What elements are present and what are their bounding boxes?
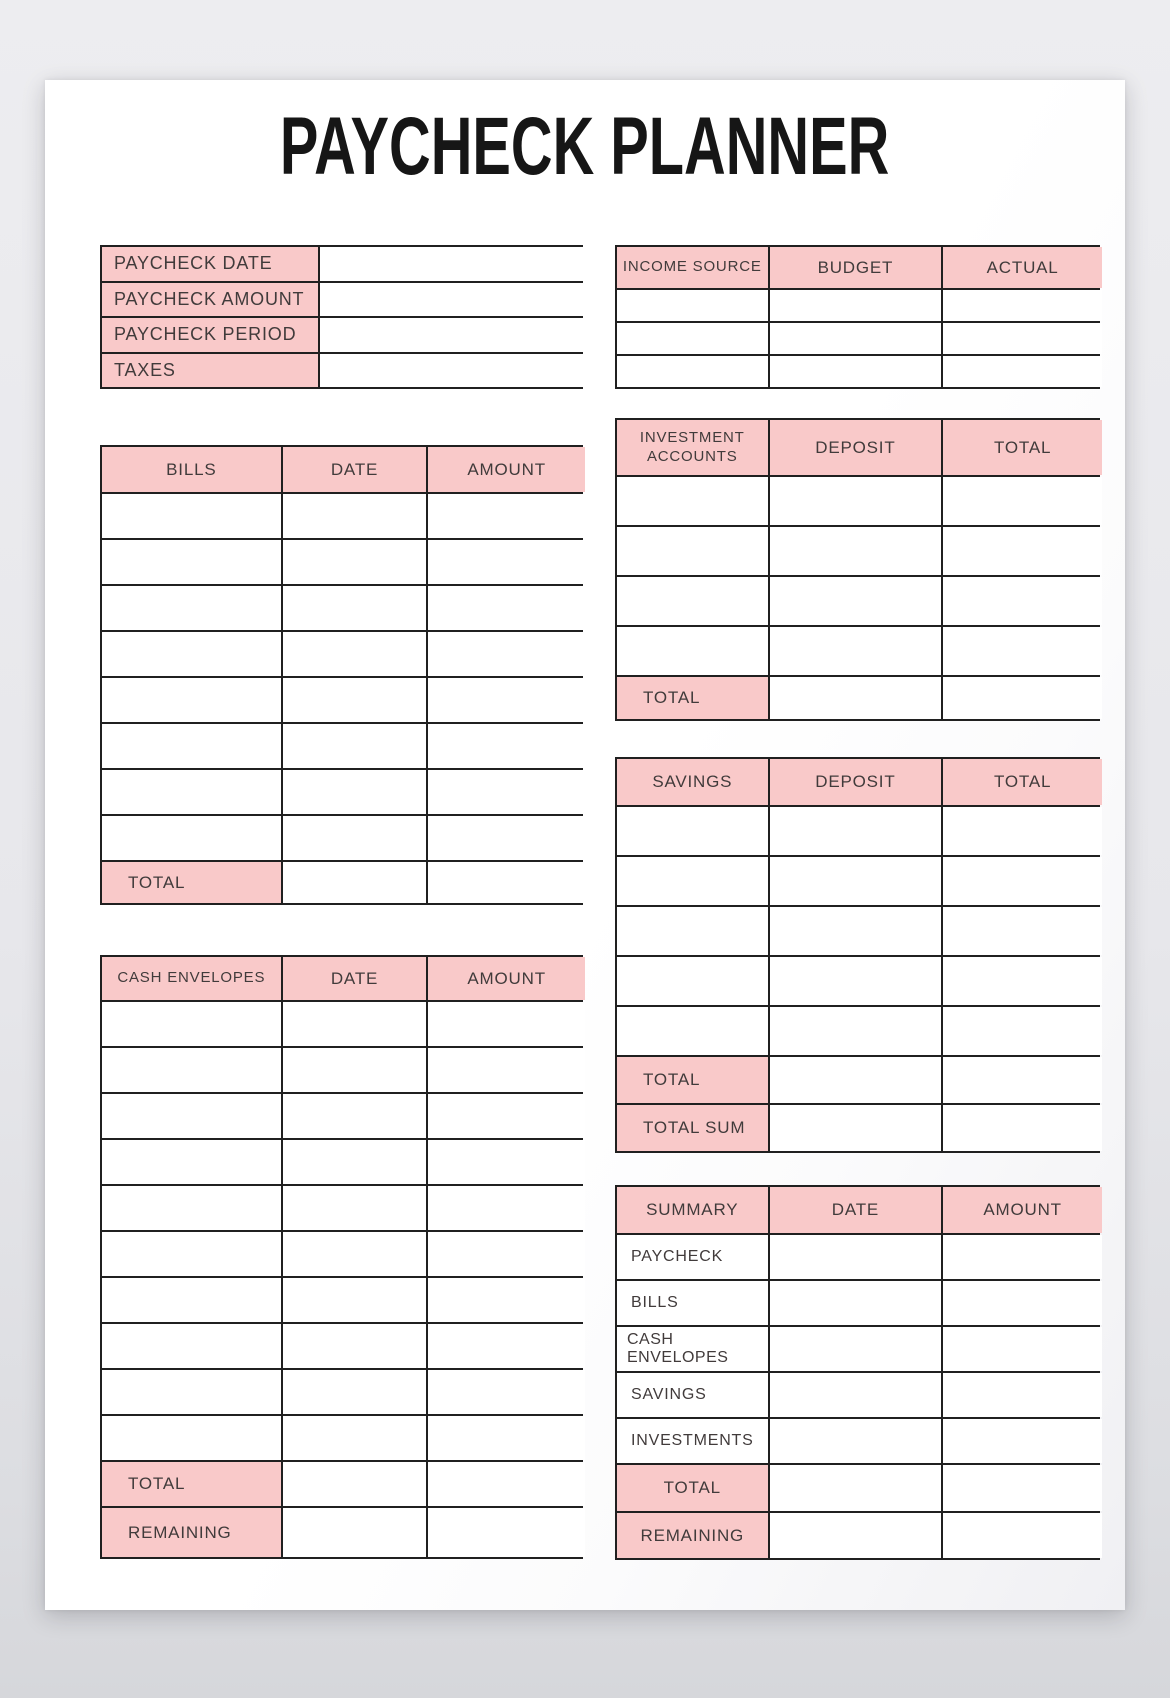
empty-cell[interactable] xyxy=(283,1416,427,1460)
empty-cell[interactable] xyxy=(283,1508,427,1557)
empty-cell[interactable] xyxy=(943,1281,1102,1325)
empty-cell[interactable] xyxy=(770,1281,942,1325)
empty-cell[interactable] xyxy=(283,862,427,903)
empty-cell[interactable] xyxy=(770,356,942,387)
empty-cell[interactable] xyxy=(770,807,942,855)
column-header: AMOUNT xyxy=(428,957,585,1000)
footer-label: TOTAL xyxy=(617,1057,768,1103)
info-row-label: PAYCHECK DATE xyxy=(102,247,318,281)
empty-cell[interactable] xyxy=(617,957,768,1005)
summary-row-label: SAVINGS xyxy=(617,1373,768,1417)
empty-cell[interactable] xyxy=(943,1007,1102,1055)
column-header: AMOUNT xyxy=(428,447,585,492)
empty-cell[interactable] xyxy=(428,678,585,722)
empty-cell[interactable] xyxy=(943,290,1102,321)
column-header: CASH ENVELOPES xyxy=(102,957,281,1000)
empty-cell[interactable] xyxy=(770,290,942,321)
empty-cell[interactable] xyxy=(428,586,585,630)
empty-cell[interactable] xyxy=(102,1094,281,1138)
empty-cell[interactable] xyxy=(770,1373,942,1417)
empty-cell[interactable] xyxy=(943,807,1102,855)
empty-cell[interactable] xyxy=(770,907,942,955)
empty-cell[interactable] xyxy=(943,577,1102,625)
cash-envelopes-table xyxy=(100,955,583,1559)
empty-cell[interactable] xyxy=(617,807,768,855)
empty-cell[interactable] xyxy=(770,857,942,905)
empty-cell[interactable] xyxy=(943,857,1102,905)
empty-cell[interactable] xyxy=(770,1105,942,1151)
empty-cell[interactable] xyxy=(283,1324,427,1368)
empty-cell[interactable] xyxy=(617,627,768,675)
empty-cell[interactable] xyxy=(428,632,585,676)
column-header: SAVINGS xyxy=(617,759,768,805)
empty-cell[interactable] xyxy=(943,323,1102,354)
empty-cell[interactable] xyxy=(617,290,768,321)
empty-cell[interactable] xyxy=(102,1186,281,1230)
column-header: ACTUAL xyxy=(943,247,1102,288)
empty-cell[interactable] xyxy=(770,957,942,1005)
empty-cell[interactable] xyxy=(428,1416,585,1460)
empty-cell[interactable] xyxy=(770,1007,942,1055)
empty-cell[interactable] xyxy=(428,1048,585,1092)
info-row-label: PAYCHECK AMOUNT xyxy=(102,283,318,317)
empty-cell[interactable] xyxy=(283,816,427,860)
empty-cell[interactable] xyxy=(943,1235,1102,1279)
column-header: DATE xyxy=(283,447,427,492)
info-row-label: TAXES xyxy=(102,354,318,388)
paycheck-info-table xyxy=(100,245,583,389)
empty-cell[interactable] xyxy=(428,1232,585,1276)
column-header: DATE xyxy=(283,957,427,1000)
empty-cell[interactable] xyxy=(283,1002,427,1046)
empty-cell[interactable] xyxy=(428,1186,585,1230)
empty-cell[interactable] xyxy=(770,1327,942,1371)
empty-cell[interactable] xyxy=(943,677,1102,719)
empty-cell[interactable] xyxy=(102,724,281,768)
empty-cell[interactable] xyxy=(283,1048,427,1092)
empty-cell[interactable] xyxy=(102,1416,281,1460)
empty-cell[interactable] xyxy=(283,1140,427,1184)
empty-cell[interactable] xyxy=(428,1462,585,1506)
empty-cell[interactable] xyxy=(943,907,1102,955)
empty-cell[interactable] xyxy=(428,1140,585,1184)
page-title: PAYCHECK PLANNER xyxy=(280,100,890,192)
empty-cell[interactable] xyxy=(428,816,585,860)
footer-label: REMAINING xyxy=(102,1508,281,1557)
empty-cell[interactable] xyxy=(102,1002,281,1046)
empty-cell[interactable] xyxy=(943,1057,1102,1103)
empty-cell[interactable] xyxy=(102,1278,281,1322)
empty-cell[interactable] xyxy=(102,1140,281,1184)
column-header: AMOUNT xyxy=(943,1187,1102,1233)
empty-cell[interactable] xyxy=(102,770,281,814)
empty-cell[interactable] xyxy=(102,1048,281,1092)
empty-cell[interactable] xyxy=(943,957,1102,1005)
info-value-cell[interactable] xyxy=(320,318,583,352)
footer-label: TOTAL xyxy=(617,677,768,719)
empty-cell[interactable] xyxy=(428,1370,585,1414)
empty-cell[interactable] xyxy=(617,356,768,387)
column-header: TOTAL xyxy=(943,420,1102,475)
planner-page xyxy=(45,80,1125,1610)
column-header: DEPOSIT xyxy=(770,420,942,475)
empty-cell[interactable] xyxy=(283,1370,427,1414)
empty-cell[interactable] xyxy=(428,540,585,584)
empty-cell[interactable] xyxy=(943,1327,1102,1371)
empty-cell[interactable] xyxy=(770,577,942,625)
empty-cell[interactable] xyxy=(283,770,427,814)
column-header: TOTAL xyxy=(943,759,1102,805)
empty-cell[interactable] xyxy=(283,540,427,584)
empty-cell[interactable] xyxy=(770,1513,942,1558)
empty-cell[interactable] xyxy=(102,540,281,584)
investment-accounts-table xyxy=(615,418,1100,721)
empty-cell[interactable] xyxy=(102,494,281,538)
empty-cell[interactable] xyxy=(943,1105,1102,1151)
empty-cell[interactable] xyxy=(283,1186,427,1230)
empty-cell[interactable] xyxy=(102,816,281,860)
empty-cell[interactable] xyxy=(770,477,942,525)
empty-cell[interactable] xyxy=(617,577,768,625)
empty-cell[interactable] xyxy=(283,1232,427,1276)
summary-row-label: CASH ENVELOPES xyxy=(617,1327,768,1371)
empty-cell[interactable] xyxy=(943,1373,1102,1417)
summary-row-label: BILLS xyxy=(617,1281,768,1325)
bills-table xyxy=(100,445,583,905)
empty-cell[interactable] xyxy=(102,1370,281,1414)
empty-cell[interactable] xyxy=(943,1419,1102,1463)
income-source-table xyxy=(615,245,1100,389)
empty-cell[interactable] xyxy=(617,477,768,525)
empty-cell[interactable] xyxy=(617,323,768,354)
empty-cell[interactable] xyxy=(770,1419,942,1463)
title-container xyxy=(45,100,1125,192)
footer-label: TOTAL xyxy=(102,862,281,903)
empty-cell[interactable] xyxy=(283,632,427,676)
footer-label: TOTAL xyxy=(102,1462,281,1506)
savings-table xyxy=(615,757,1100,1153)
empty-cell[interactable] xyxy=(283,586,427,630)
empty-cell[interactable] xyxy=(428,862,585,903)
empty-cell[interactable] xyxy=(428,724,585,768)
empty-cell[interactable] xyxy=(283,1462,427,1506)
column-header: BUDGET xyxy=(770,247,942,288)
empty-cell[interactable] xyxy=(428,1094,585,1138)
empty-cell[interactable] xyxy=(283,1278,427,1322)
empty-cell[interactable] xyxy=(102,586,281,630)
footer-label: TOTAL SUM xyxy=(617,1105,768,1151)
empty-cell[interactable] xyxy=(617,857,768,905)
column-header: SUMMARY xyxy=(617,1187,768,1233)
column-header: DEPOSIT xyxy=(770,759,942,805)
empty-cell[interactable] xyxy=(943,477,1102,525)
empty-cell[interactable] xyxy=(283,724,427,768)
empty-cell[interactable] xyxy=(617,527,768,575)
summary-row-label: PAYCHECK xyxy=(617,1235,768,1279)
column-header: DATE xyxy=(770,1187,942,1233)
empty-cell[interactable] xyxy=(943,527,1102,575)
empty-cell[interactable] xyxy=(428,494,585,538)
empty-cell[interactable] xyxy=(943,1513,1102,1558)
empty-cell[interactable] xyxy=(428,770,585,814)
empty-cell[interactable] xyxy=(283,1094,427,1138)
empty-cell[interactable] xyxy=(770,1057,942,1103)
empty-cell[interactable] xyxy=(770,323,942,354)
footer-label: REMAINING xyxy=(617,1513,768,1558)
empty-cell[interactable] xyxy=(102,1324,281,1368)
info-value-cell[interactable] xyxy=(320,354,583,388)
empty-cell[interactable] xyxy=(428,1324,585,1368)
column-header: INVESTMENT ACCOUNTS xyxy=(617,420,768,475)
empty-cell[interactable] xyxy=(770,1235,942,1279)
empty-cell[interactable] xyxy=(770,1465,942,1511)
empty-cell[interactable] xyxy=(770,527,942,575)
empty-cell[interactable] xyxy=(943,1465,1102,1511)
empty-cell[interactable] xyxy=(283,494,427,538)
empty-cell[interactable] xyxy=(770,627,942,675)
empty-cell[interactable] xyxy=(102,632,281,676)
info-value-cell[interactable] xyxy=(320,247,583,281)
empty-cell[interactable] xyxy=(102,1232,281,1276)
empty-cell[interactable] xyxy=(617,907,768,955)
empty-cell[interactable] xyxy=(102,678,281,722)
column-header: BILLS xyxy=(102,447,281,492)
empty-cell[interactable] xyxy=(428,1508,585,1557)
summary-row-label: INVESTMENTS xyxy=(617,1419,768,1463)
empty-cell[interactable] xyxy=(943,627,1102,675)
footer-label: TOTAL xyxy=(617,1465,768,1511)
empty-cell[interactable] xyxy=(428,1278,585,1322)
empty-cell[interactable] xyxy=(617,1007,768,1055)
column-header: INCOME SOURCE xyxy=(617,247,768,288)
empty-cell[interactable] xyxy=(283,678,427,722)
empty-cell[interactable] xyxy=(428,1002,585,1046)
summary-table xyxy=(615,1185,1100,1560)
empty-cell[interactable] xyxy=(943,356,1102,387)
info-row-label: PAYCHECK PERIOD xyxy=(102,318,318,352)
empty-cell[interactable] xyxy=(770,677,942,719)
info-value-cell[interactable] xyxy=(320,283,583,317)
